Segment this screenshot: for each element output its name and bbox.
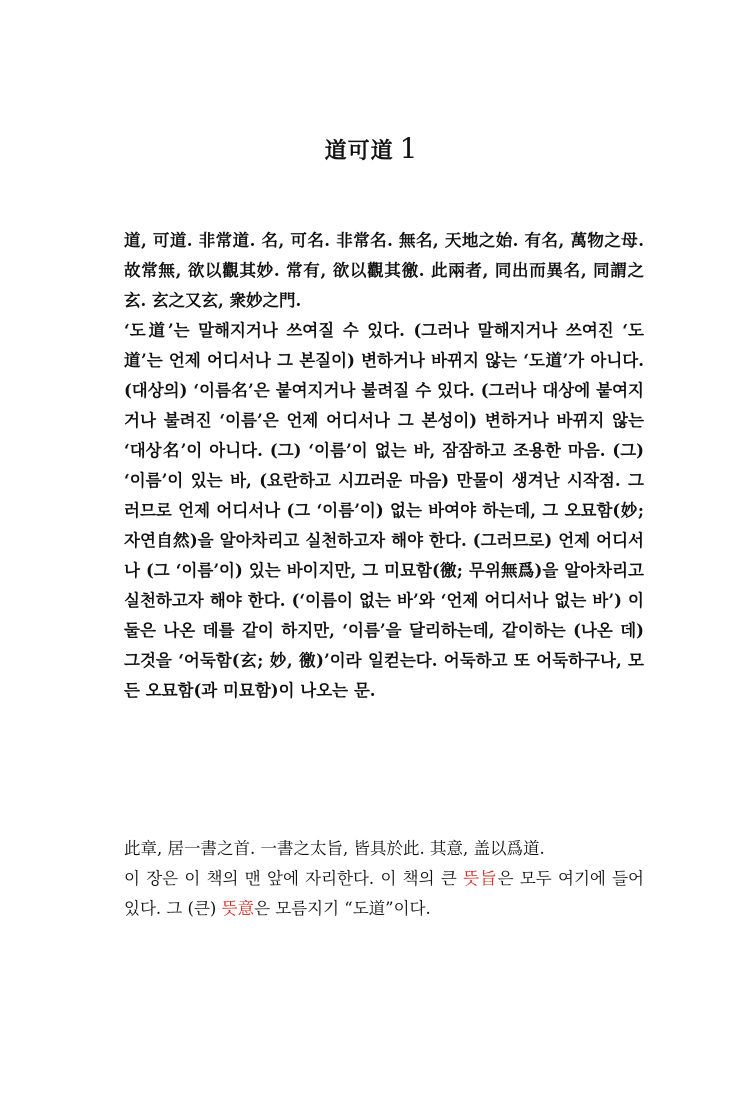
title-number: 1 xyxy=(399,132,419,165)
commentary-part-2: 은 모두 여기에 들어 있다. 그 (큰) xyxy=(124,869,644,918)
title-text: 道可道 xyxy=(324,138,394,164)
highlight-word-1: 뜻旨 xyxy=(463,869,498,888)
classical-text: 道, 可道. 非常道. 名, 可名. 非常名. 無名, 天地之始. 有名, 萬物之母. 故常無, 欲以觀其妙. 常有, 欲以觀其徼. 此兩者, 同出而異名, 同謂之玄. 玄之又玄, 衆妙之門. xyxy=(124,231,644,310)
commentary-translation xyxy=(124,864,644,924)
commentary-block xyxy=(124,834,644,924)
korean-translation: ‘도道’는 말해지거나 쓰여질 수 있다. (그러나 말해지거나 쓰여진 ‘도道’는 언제 어디서나 그 본질이) 변하거나 바뀌지 않는 ‘도道’가 아니다. (대상의) ‘이름名’은 붙여지거나 불려질 수 있다. (그러나 대상에 붙여지거나 불려진 ‘이름’은 언제 어디서나 그 본성이) 변하거나 바뀌지 않는 ‘대상名’이 아니다. (그) ‘이름’이 없는 바, 잠잠하고 조용한 마음. (그) ‘이름’이 있는 바, (요란하고 시끄러운 마음) 만물이 생겨난 시작점. 그러므로 언제 어디서나 (그 ‘이름’이) 없는 바여야 하는데, 그 오묘함(妙; 자연自然)을 알아차리고 실천하고자 해야 한다. (그러므로) 언제 어디서나 (그 ‘이름’이) 있는 바이지만, 그 미묘함(徼; 무위無爲)을 알아차리고 실천하고자 해야 한다. (‘이름이 없는 바’와 ‘언제 어디서나 없는 바’) 이 둘은 나온 데를 같이 하지만, ‘이름’을 달리하는데, 같이하는 (나온 데) 그것을 ‘어둑함(玄; 妙, 徼)’이라 일컫는다. 어둑하고 또 어둑하구나, 모든 오묘함(과 미묘함)이 나오는 문. xyxy=(124,321,644,700)
commentary-part-1: 이 장은 이 책의 맨 앞에 자리한다. 이 책의 큰 xyxy=(124,869,464,888)
highlight-word-2: 뜻意 xyxy=(221,899,255,918)
commentary-part-3: 은 모름지기 “도道”이다. xyxy=(254,899,431,918)
main-text-block xyxy=(124,226,644,706)
page-title xyxy=(0,132,743,168)
commentary-classical: 此章, 居一書之首. 一書之太旨, 皆具於此. 其意, 盖以爲道. xyxy=(124,839,545,858)
